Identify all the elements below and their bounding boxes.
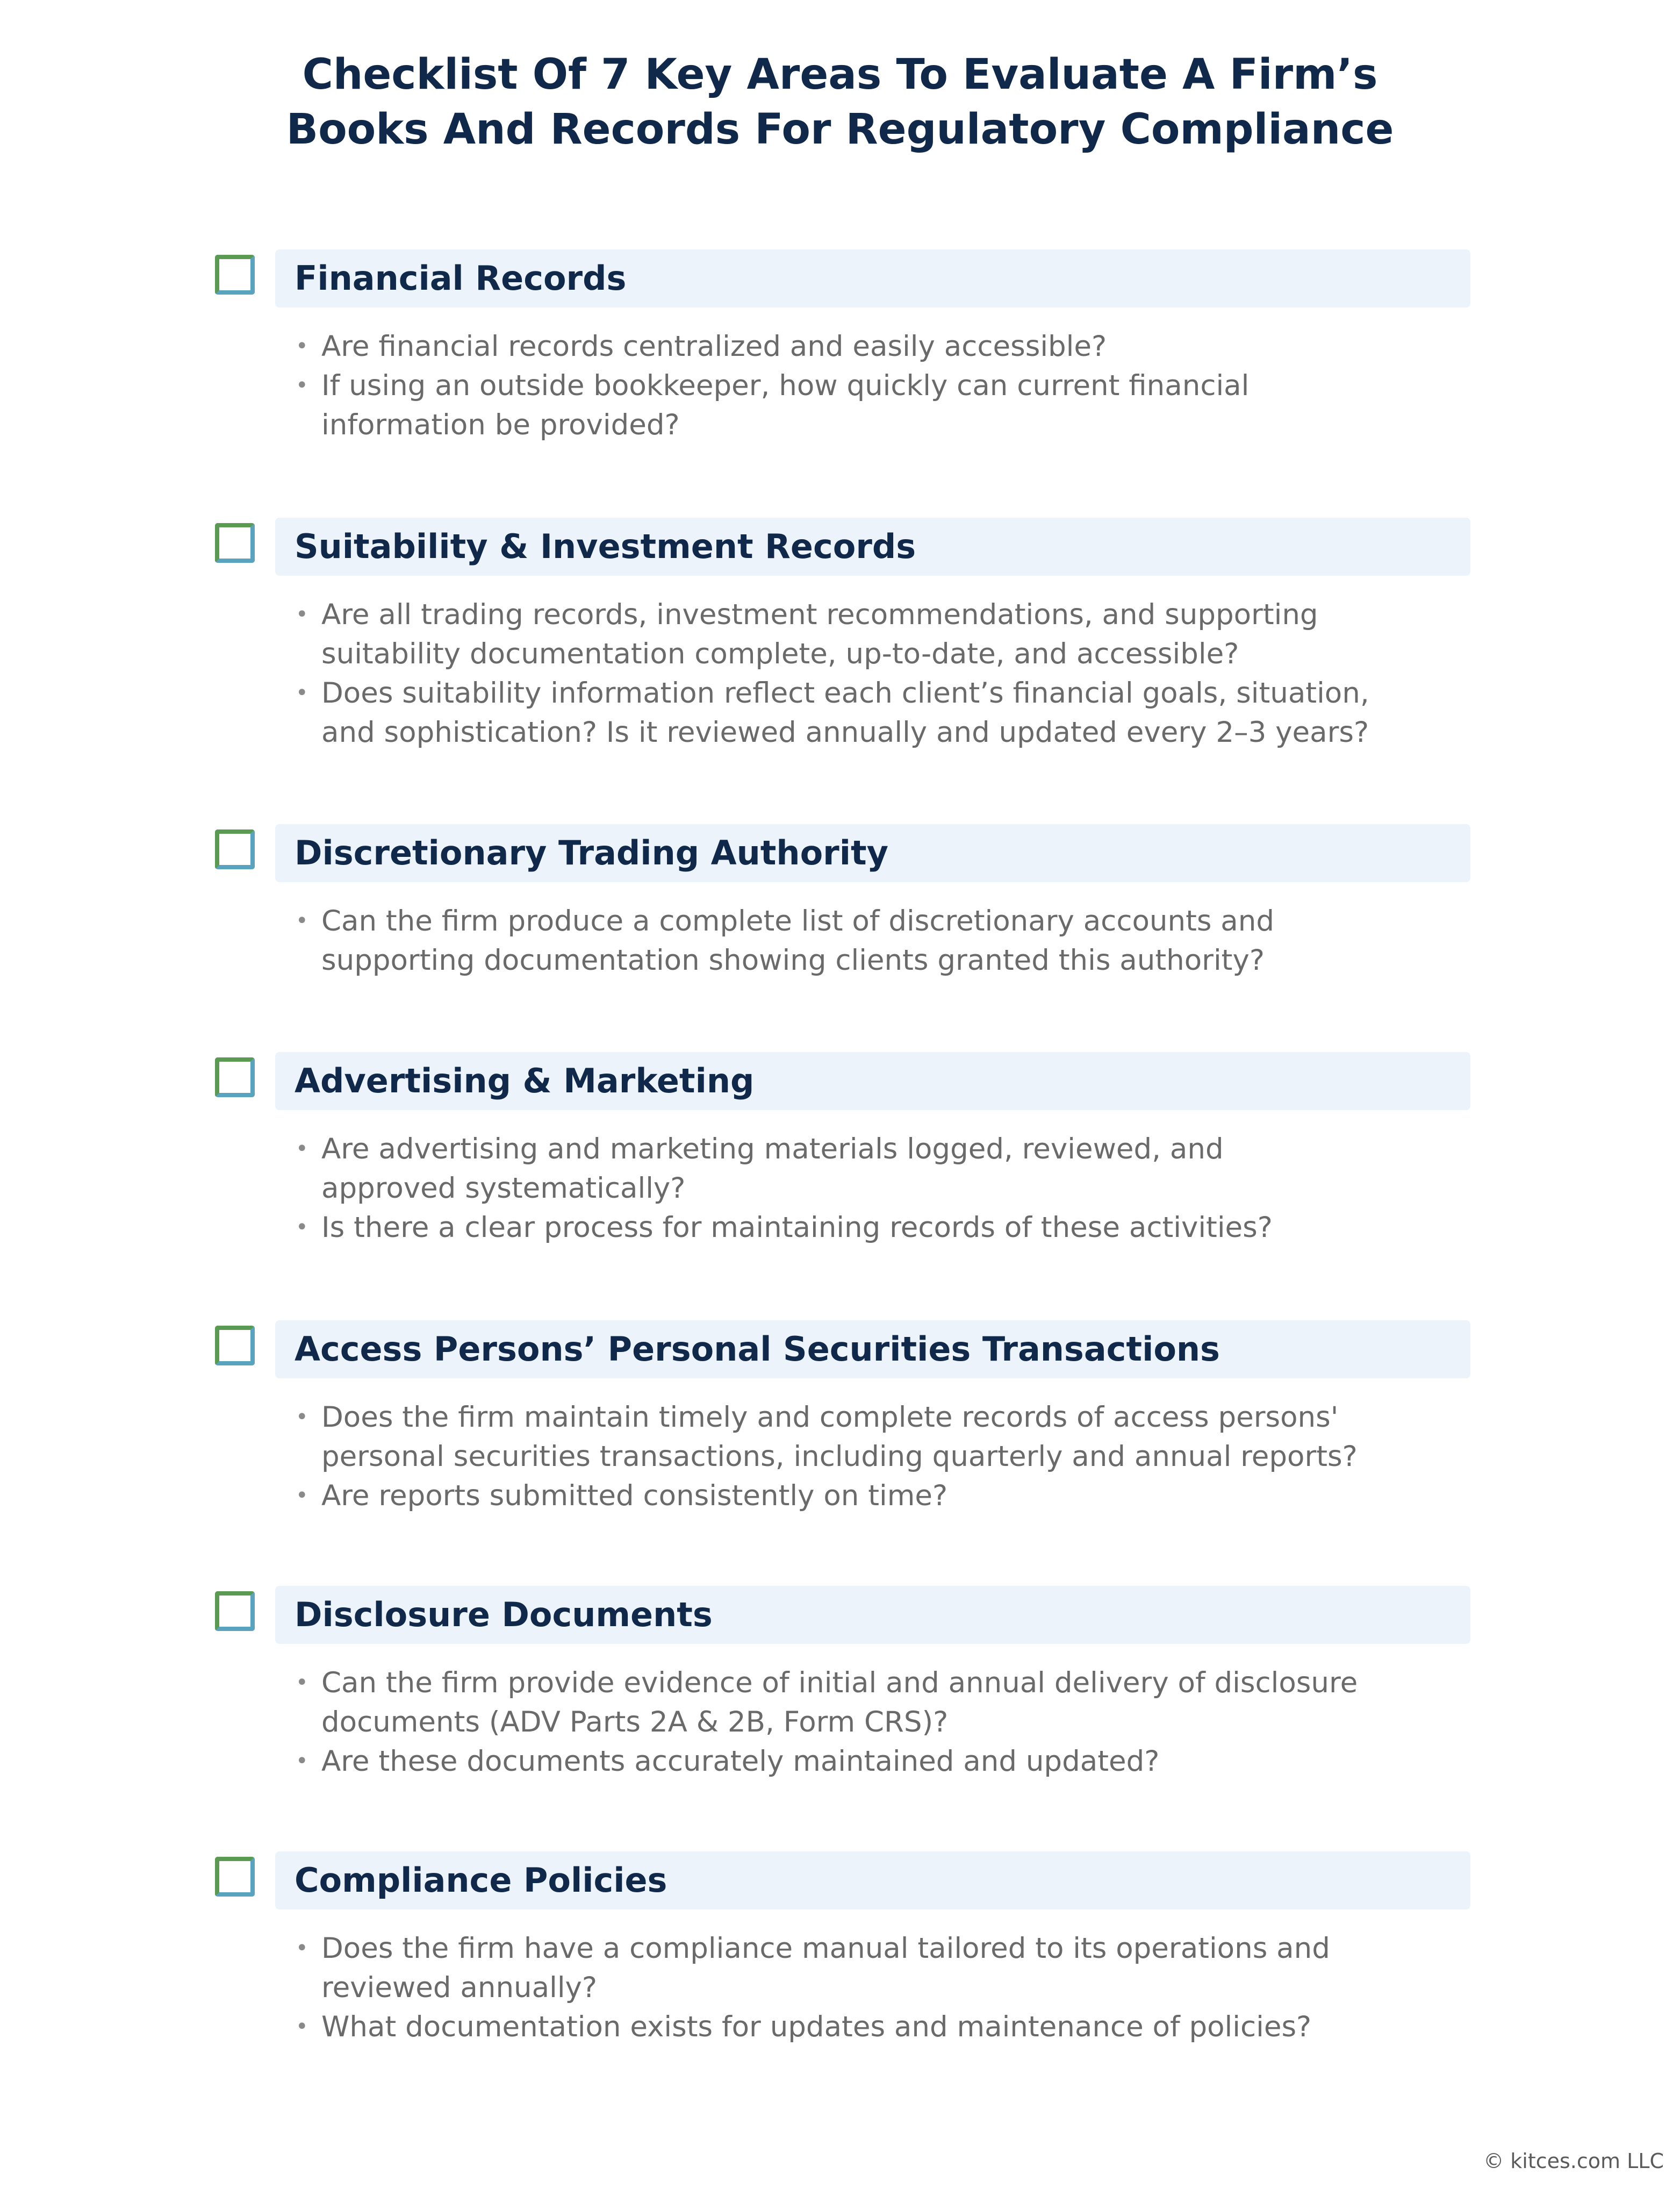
section-heading: Access Persons’ Personal Securities Transactions	[295, 1329, 1220, 1369]
bullet-line: • If using an outside bookkeeper, how quickly can current financial	[321, 369, 1250, 402]
section-header	[275, 1851, 1470, 1909]
bullet-item	[296, 366, 1467, 445]
section-heading: Financial Records	[295, 259, 627, 298]
bullet-item	[296, 1476, 1467, 1515]
checkbox-icon[interactable]	[215, 1591, 255, 1631]
bullet-line: approved systematically?	[321, 1172, 686, 1205]
copyright-footer: © kitces.com LLC	[1483, 2149, 1664, 2173]
bullet-item	[296, 902, 1467, 980]
bullet-list	[296, 1398, 1467, 1515]
bullet-item	[296, 2007, 1467, 2047]
section-heading: Suitability & Investment Records	[295, 527, 916, 566]
bullet-line: personal securities transactions, including quarterly and annual reports?	[321, 1440, 1358, 1473]
bullet-item	[296, 1208, 1467, 1247]
bullet-line: suitability documentation complete, up-to-date, and accessible?	[321, 638, 1239, 670]
section-header	[275, 824, 1470, 882]
checkbox-icon[interactable]	[215, 1326, 255, 1365]
bullet-list	[296, 902, 1467, 980]
section-heading: Compliance Policies	[295, 1861, 667, 1900]
bullet-line: reviewed annually?	[321, 1971, 598, 2004]
bullet-line: • Does the firm have a compliance manual tailored to its operations and	[321, 1932, 1330, 1965]
checkbox-icon[interactable]	[215, 1857, 255, 1897]
bullet-line: and sophistication? Is it reviewed annually and updated every 2–3 years?	[321, 716, 1369, 749]
bullet-line: • What documentation exists for updates and maintenance of policies?	[321, 2011, 1312, 2043]
page-title	[0, 47, 1680, 157]
bullet-line: • Can the firm produce a complete list of discretionary accounts and	[321, 905, 1275, 938]
bullet-item	[296, 1129, 1467, 1208]
bullet-item	[296, 1398, 1467, 1476]
bullet-line: • Can the firm provide evidence of initial and annual delivery of disclosure	[321, 1666, 1358, 1699]
bullet-line: • Does the firm maintain timely and complete records of access persons'	[321, 1401, 1339, 1434]
page-title-line-1: Checklist Of 7 Key Areas To Evaluate A Firm’s	[302, 51, 1378, 99]
bullet-line: supporting documentation showing clients granted this authority?	[321, 944, 1265, 977]
section-header	[275, 1052, 1470, 1110]
bullet-line: information be provided?	[321, 409, 680, 441]
section-heading: Disclosure Documents	[295, 1595, 713, 1634]
bullet-item	[296, 1929, 1467, 2007]
bullet-item	[296, 674, 1467, 752]
bullet-line: documents (ADV Parts 2A & 2B, Form CRS)?	[321, 1706, 949, 1739]
bullet-list	[296, 595, 1467, 752]
checkbox-icon[interactable]	[215, 1057, 255, 1097]
section-header	[275, 518, 1470, 576]
bullet-item	[296, 1742, 1467, 1781]
checkbox-icon[interactable]	[215, 255, 255, 295]
bullet-line: • Are reports submitted consistently on time?	[321, 1479, 948, 1512]
section-heading: Advertising & Marketing	[295, 1061, 755, 1100]
bullet-line: • Are advertising and marketing materials logged, reviewed, and	[321, 1133, 1224, 1165]
bullet-line: • Are these documents accurately maintained and updated?	[321, 1745, 1160, 1778]
bullet-list	[296, 1929, 1467, 2047]
checkbox-icon[interactable]	[215, 829, 255, 869]
bullet-line: • Are financial records centralized and easily accessible?	[321, 330, 1107, 363]
section-header	[275, 249, 1470, 307]
bullet-list	[296, 1663, 1467, 1781]
section-header	[275, 1320, 1470, 1378]
page-title-line-2: Books And Records For Regulatory Compliance	[286, 105, 1394, 154]
bullet-item	[296, 595, 1467, 674]
bullet-item	[296, 1663, 1467, 1742]
section-heading: Discretionary Trading Authority	[295, 833, 889, 872]
bullet-line: • Does suitability information reflect each client’s financial goals, situation,	[321, 677, 1369, 710]
bullet-line: • Are all trading records, investment recommendations, and supporting	[321, 598, 1318, 631]
bullet-list	[296, 327, 1467, 445]
bullet-item	[296, 327, 1467, 366]
checkbox-icon[interactable]	[215, 523, 255, 563]
bullet-list	[296, 1129, 1467, 1247]
bullet-line: • Is there a clear process for maintaining records of these activities?	[321, 1211, 1273, 1244]
section-header	[275, 1586, 1470, 1644]
